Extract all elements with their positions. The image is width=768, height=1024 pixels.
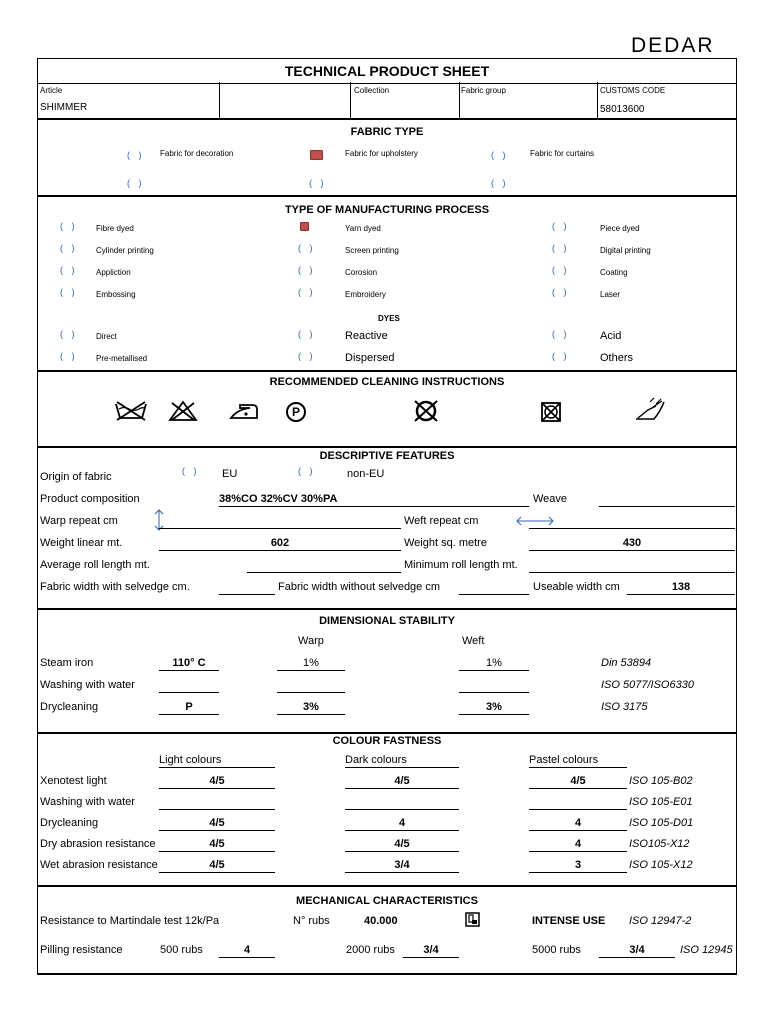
light-value: 4/5: [159, 858, 275, 873]
pilling-norm: ISO 12945: [680, 944, 733, 956]
warp-repeat-value: [159, 514, 401, 529]
process-item: Corosion: [345, 268, 378, 277]
fastness-row-label: Dry abrasion resistance: [40, 838, 156, 850]
no-bleach-icon: [168, 400, 198, 422]
process-section: [37, 195, 737, 372]
p-letter: P: [291, 405, 300, 419]
dim-norm: Din 53894: [601, 657, 652, 669]
dim-warp-value: 3%: [277, 700, 345, 715]
process-item: Appliction: [96, 268, 131, 277]
width-selvedge-value: [219, 580, 275, 595]
no-tumble-icon: [540, 402, 562, 422]
dim-warp-value: 1%: [277, 656, 345, 671]
rubs-value: 40.000: [364, 915, 398, 927]
cleaning-section: [37, 370, 737, 448]
weight-linear-label: Weight linear mt.: [40, 537, 123, 549]
pastel-colours-header: Pastel colours: [529, 753, 627, 768]
composition-label: Product composition: [40, 493, 140, 505]
avg-roll-label: Average roll length mt.: [40, 559, 150, 571]
checkbox[interactable]: ( ): [298, 287, 316, 297]
curtains-checkbox[interactable]: ( ): [491, 150, 509, 160]
non-eu-label: non-EU: [347, 468, 385, 480]
checkbox[interactable]: ( ): [60, 243, 78, 253]
checkbox[interactable]: ( ): [298, 351, 316, 361]
intense-use-label: INTENSE USE: [532, 915, 606, 927]
header-row: [37, 82, 737, 120]
light-value: [159, 795, 275, 810]
dim-warp-value: [277, 678, 345, 693]
fastness-row-label: Washing with water: [40, 796, 135, 808]
width-selvedge-label: Fabric width with selvedge cm.: [40, 581, 190, 593]
eu-checkbox[interactable]: ( ): [182, 466, 200, 476]
fastness-row-label: Drycleaning: [40, 817, 99, 829]
checkbox[interactable]: ( ): [298, 265, 316, 275]
upholstery-label: Fabric for upholstery: [345, 149, 418, 158]
pastel-value: [529, 795, 627, 810]
brand-logo: DEDAR: [631, 34, 715, 57]
page-title: TECHNICAL PRODUCT SHEET: [284, 63, 490, 79]
fastness-norm: ISO 105-E01: [629, 796, 693, 808]
article-value: SHIMMER: [40, 102, 88, 113]
fastness-norm: ISO 105-X12: [629, 859, 693, 871]
customs-value: 58013600: [600, 104, 645, 115]
rubs-label: N° rubs: [293, 915, 330, 927]
checkbox[interactable]: ( ): [298, 243, 316, 253]
iron-low-icon: [228, 401, 260, 421]
decoration-checkbox[interactable]: ( ): [127, 150, 145, 160]
weft-header: Weft: [462, 635, 485, 647]
mechanical-section: [37, 885, 737, 975]
pastel-value: 4: [529, 837, 627, 852]
empty-checkbox[interactable]: ( ): [127, 178, 145, 188]
dim-weft-value: [459, 678, 529, 693]
dim-norm: ISO 3175: [601, 701, 648, 713]
pilling-label: Pilling resistance: [40, 944, 123, 956]
curtains-label: Fabric for curtains: [530, 149, 595, 158]
width-no-selvedge-label: Fabric width without selvedge cm: [278, 581, 441, 593]
dim-row-label: Drycleaning: [40, 701, 99, 713]
weight-sq-label: Weight sq. metre: [404, 537, 487, 549]
fastness-norm: ISO 105-B02: [629, 775, 693, 787]
process-item: Embossing: [96, 290, 136, 299]
weight-sq-value: 430: [529, 536, 735, 551]
checkbox[interactable]: ( ): [60, 221, 78, 231]
pastel-value: 3: [529, 858, 627, 873]
collection-label: Collection: [354, 86, 390, 95]
dye-item: Dispersed: [345, 352, 395, 364]
dim-row-label: Washing with water: [40, 679, 135, 691]
r2000-value: 3/4: [403, 943, 459, 958]
process-item: Cylinder printing: [96, 246, 154, 255]
checkbox[interactable]: ( ): [552, 265, 570, 275]
process-item: Fibre dyed: [96, 224, 134, 233]
dim-setting: [159, 678, 219, 693]
dark-value: [345, 795, 459, 810]
descriptive-section: [37, 446, 737, 610]
empty-checkbox[interactable]: ( ): [491, 178, 509, 188]
intense-use-icon: [465, 912, 481, 928]
composition-value: 38%CO 32%CV 30%PA: [219, 492, 529, 507]
width-no-selvedge-value: [459, 580, 529, 595]
checkbox[interactable]: ( ): [552, 351, 570, 361]
dim-setting: 110° C: [159, 656, 219, 671]
dimensional-title: DIMENSIONAL STABILITY: [319, 615, 455, 627]
fastness-norm: ISO105-X12: [629, 838, 690, 850]
non-eu-checkbox[interactable]: ( ): [298, 466, 316, 476]
r500-label: 500 rubs: [160, 944, 203, 956]
min-roll-value: [529, 558, 735, 573]
process-item: Yarn dyed: [345, 224, 381, 233]
fastness-row-label: Wet abrasion resistance: [40, 859, 158, 871]
checkbox[interactable]: ( ): [552, 243, 570, 253]
checkbox[interactable]: ( ): [60, 265, 78, 275]
min-roll-label: Minimum roll length mt.: [404, 559, 518, 571]
dim-norm: ISO 5077/ISO6330: [601, 679, 694, 691]
weave-label: Weave: [533, 493, 568, 505]
weft-repeat-value: [529, 514, 735, 529]
yarn-dyed-checkbox-checked[interactable]: [300, 222, 309, 231]
useable-label: Useable width cm: [533, 581, 620, 593]
no-tumble-dry-icon: [412, 400, 440, 422]
light-value: 4/5: [159, 774, 275, 789]
checkbox[interactable]: ( ): [60, 351, 78, 361]
decoration-label: Fabric for decoration: [160, 149, 234, 158]
light-value: 4/5: [159, 837, 275, 852]
checkbox[interactable]: ( ): [298, 329, 316, 339]
dark-value: 3/4: [345, 858, 459, 873]
fastness-section: [37, 732, 737, 887]
warp-repeat-label: Warp repeat cm: [40, 515, 118, 527]
fastness-row-label: Xenotest light: [40, 775, 107, 787]
empty-checkbox[interactable]: ( ): [309, 178, 327, 188]
checkbox[interactable]: ( ): [552, 287, 570, 297]
weave-value: [599, 492, 735, 507]
dye-item: Acid: [600, 330, 622, 342]
fabric-type-title: FABRIC TYPE: [350, 126, 424, 138]
pastel-value: 4/5: [529, 774, 627, 789]
process-item: Coating: [600, 268, 628, 277]
checkbox[interactable]: ( ): [60, 287, 78, 297]
dark-value: 4/5: [345, 837, 459, 852]
martindale-norm: ISO 12947-2: [629, 915, 692, 927]
process-item: Digital printing: [600, 246, 651, 255]
article-label: Article: [40, 86, 63, 95]
avg-roll-value: [247, 558, 401, 573]
dye-item: Direct: [96, 332, 117, 341]
r5000-label: 5000 rubs: [532, 944, 581, 956]
dyes-title: DYES: [378, 314, 400, 323]
title-box: [37, 58, 737, 84]
r5000-value: 3/4: [599, 943, 675, 958]
process-title: TYPE OF MANUFACTURING PROCESS: [284, 204, 490, 216]
useable-value: 138: [627, 580, 735, 595]
eu-label: EU: [222, 468, 238, 480]
mechanical-title: MECHANICAL CHARACTERISTICS: [296, 895, 478, 907]
checkbox[interactable]: ( ): [552, 329, 570, 339]
process-item: Screen printing: [345, 246, 399, 255]
dark-value: 4/5: [345, 774, 459, 789]
process-item: Laser: [600, 290, 621, 299]
steam-iron-icon: [634, 396, 668, 422]
pastel-value: 4: [529, 816, 627, 831]
cleaning-title: RECOMMENDED CLEANING INSTRUCTIONS: [269, 376, 505, 388]
dryclean-p-icon: [286, 402, 306, 422]
weight-linear-value: 602: [159, 536, 401, 551]
warp-header: Warp: [298, 635, 324, 647]
light-value: 4/5: [159, 816, 275, 831]
no-wash-icon: [114, 400, 148, 422]
process-item: Piece dyed: [600, 224, 640, 233]
upholstery-checkbox-checked[interactable]: [310, 150, 323, 160]
dark-colours-header: Dark colours: [345, 753, 459, 768]
dim-setting: P: [159, 700, 219, 715]
fastness-norm: ISO 105-D01: [629, 817, 694, 829]
dye-item: Pre-metallised: [96, 354, 148, 363]
dark-value: 4: [345, 816, 459, 831]
light-colours-header: Light colours: [159, 753, 275, 768]
descriptive-title: DESCRIPTIVE FEATURES: [319, 450, 455, 462]
checkbox[interactable]: ( ): [552, 221, 570, 231]
process-item: Embroidery: [345, 290, 386, 299]
fabric-group-label: Fabric group: [461, 86, 506, 95]
checkbox[interactable]: ( ): [60, 329, 78, 339]
r500-value: 4: [219, 943, 275, 958]
martindale-label: Resistance to Martindale test 12k/Pa: [40, 915, 220, 927]
dye-item: Others: [600, 352, 634, 364]
dimensional-section: [37, 608, 737, 734]
fastness-title: COLOUR FASTNESS: [332, 735, 442, 747]
customs-label: CUSTOMS CODE: [600, 86, 666, 95]
dim-weft-value: 1%: [459, 656, 529, 671]
dim-row-label: Steam iron: [40, 657, 94, 669]
dye-item: Reactive: [345, 330, 388, 342]
weft-repeat-label: Weft repeat cm: [404, 515, 479, 527]
origin-label: Origin of fabric: [40, 471, 112, 483]
fabric-type-section: [37, 118, 737, 197]
dim-weft-value: 3%: [459, 700, 529, 715]
r2000-label: 2000 rubs: [346, 944, 395, 956]
